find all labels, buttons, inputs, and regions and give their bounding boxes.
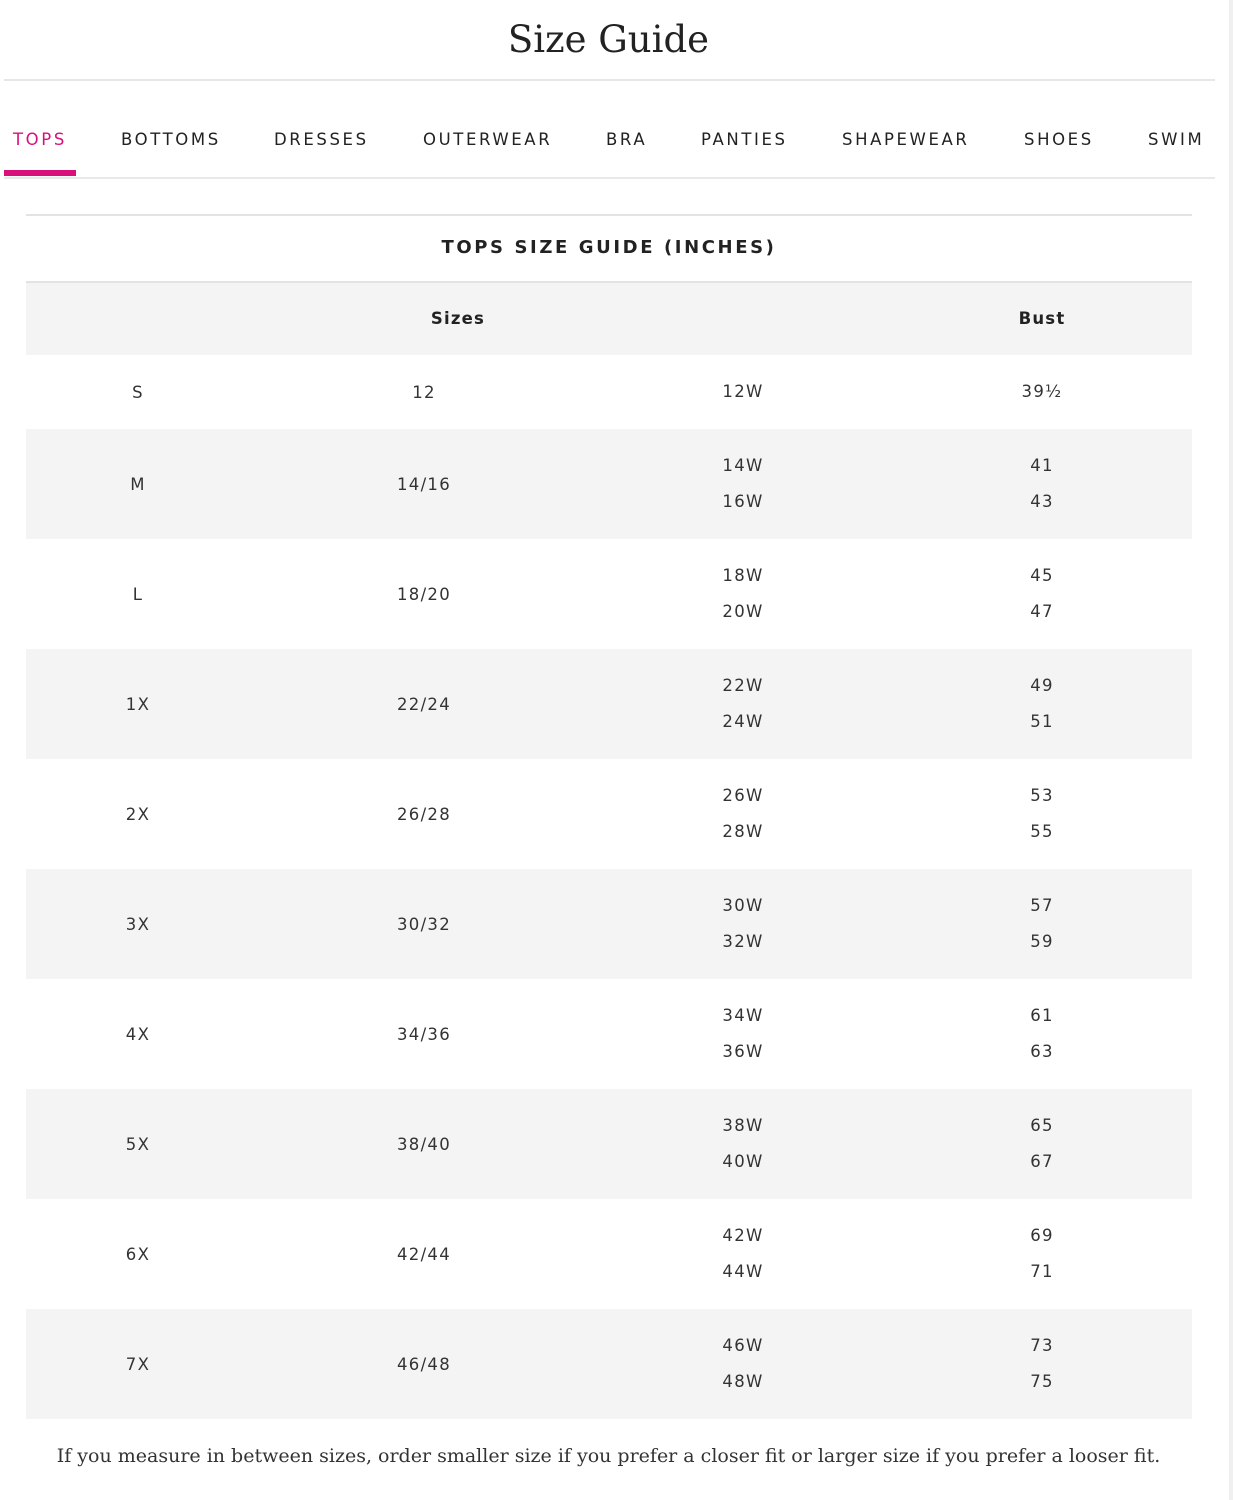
table-row xyxy=(26,355,1192,429)
cell-bust-value: 43 xyxy=(1030,492,1054,511)
cell-bust-value: 71 xyxy=(1030,1262,1054,1281)
table-row xyxy=(26,979,1192,1089)
tabs-divider xyxy=(4,177,1215,179)
table-row xyxy=(26,649,1192,759)
cell-women-size-value: 30W xyxy=(722,895,764,915)
table-row xyxy=(26,1309,1192,1419)
cell-women-size xyxy=(693,979,793,1089)
cell-bust xyxy=(992,1089,1092,1199)
cell-bust-value: 39½ xyxy=(1021,381,1063,401)
cell-women-size xyxy=(693,1309,793,1419)
cell-bust-value: 67 xyxy=(1030,1152,1054,1171)
cell-bust xyxy=(992,869,1092,979)
tab-swim[interactable]: SWIM xyxy=(1148,130,1205,149)
cell-women-size-value: 34W xyxy=(722,1005,764,1025)
guide-heading-top-rule xyxy=(26,214,1192,216)
cell-women-size-value: 32W xyxy=(722,932,764,951)
scrollbar-track[interactable] xyxy=(1229,0,1233,1500)
tab-shoes[interactable]: SHOES xyxy=(1024,130,1094,149)
cell-alpha-size: S xyxy=(132,382,144,402)
cell-women-size xyxy=(693,649,793,759)
cell-numeric-size: 46/48 xyxy=(396,1354,452,1374)
size-table xyxy=(26,283,1192,1419)
tab-panties[interactable]: PANTIES xyxy=(701,130,788,149)
table-body xyxy=(26,355,1192,1419)
cell-numeric-size: 12 xyxy=(412,382,436,402)
cell-women-size-value: 20W xyxy=(722,602,764,621)
category-tabs xyxy=(0,110,1220,170)
cell-bust-value: 61 xyxy=(1030,1005,1054,1025)
table-row xyxy=(26,1089,1192,1199)
cell-women-size-value: 16W xyxy=(722,492,764,511)
cell-bust xyxy=(992,429,1092,539)
tab-tops[interactable]: TOPS xyxy=(13,130,67,149)
cell-bust xyxy=(992,355,1092,429)
tab-outerwear[interactable]: OUTERWEAR xyxy=(423,130,553,149)
cell-women-size-value: 14W xyxy=(722,455,764,475)
cell-bust-value: 73 xyxy=(1030,1335,1054,1355)
cell-numeric-size: 38/40 xyxy=(396,1134,452,1154)
fit-footnote: If you measure in between sizes, order smaller size if you prefer a closer fit or larger size if you prefer a looser fit. xyxy=(56,1445,1161,1467)
active-tab-indicator xyxy=(4,170,76,176)
cell-bust-value: 59 xyxy=(1030,932,1054,951)
table-row xyxy=(26,759,1192,869)
cell-bust-value: 51 xyxy=(1030,712,1054,731)
header-sizes: Sizes xyxy=(430,309,486,328)
tab-bra[interactable]: BRA xyxy=(606,130,648,149)
cell-alpha-size: M xyxy=(130,474,146,494)
cell-bust xyxy=(992,979,1092,1089)
guide-heading: TOPS SIZE GUIDE (INCHES) xyxy=(441,237,777,258)
cell-bust-value: 57 xyxy=(1030,895,1054,915)
cell-bust-value: 47 xyxy=(1030,602,1054,621)
cell-women-size-value: 36W xyxy=(722,1042,764,1061)
cell-bust xyxy=(992,1199,1092,1309)
page-title: Size Guide xyxy=(507,18,710,61)
cell-women-size-value: 38W xyxy=(722,1115,764,1135)
cell-alpha-size: 5X xyxy=(125,1134,151,1154)
cell-alpha-size: 7X xyxy=(125,1354,151,1374)
cell-numeric-size: 14/16 xyxy=(396,474,452,494)
cell-women-size-value: 12W xyxy=(722,381,764,401)
cell-numeric-size: 42/44 xyxy=(396,1244,452,1264)
cell-bust xyxy=(992,649,1092,759)
cell-alpha-size: 3X xyxy=(125,914,151,934)
cell-women-size-value: 44W xyxy=(722,1262,764,1281)
cell-women-size-value: 28W xyxy=(722,822,764,841)
cell-numeric-size: 18/20 xyxy=(396,584,452,604)
table-row xyxy=(26,429,1192,539)
cell-bust-value: 41 xyxy=(1030,455,1054,475)
table-row xyxy=(26,539,1192,649)
cell-women-size-value: 18W xyxy=(722,565,764,585)
cell-alpha-size: 4X xyxy=(125,1024,151,1044)
cell-alpha-size: 1X xyxy=(125,694,151,714)
cell-women-size-value: 42W xyxy=(722,1225,764,1245)
cell-bust-value: 53 xyxy=(1030,785,1054,805)
cell-numeric-size: 34/36 xyxy=(396,1024,452,1044)
cell-women-size-value: 24W xyxy=(722,712,764,731)
cell-alpha-size: 6X xyxy=(125,1244,151,1264)
cell-women-size xyxy=(693,759,793,869)
tab-shapewear[interactable]: SHAPEWEAR xyxy=(842,130,970,149)
cell-women-size-value: 48W xyxy=(722,1372,764,1391)
cell-bust-value: 45 xyxy=(1030,565,1054,585)
header-bust: Bust xyxy=(1018,309,1066,328)
cell-bust-value: 69 xyxy=(1030,1225,1054,1245)
cell-numeric-size: 26/28 xyxy=(396,804,452,824)
cell-women-size xyxy=(693,1199,793,1309)
cell-women-size xyxy=(693,355,793,429)
cell-women-size-value: 22W xyxy=(722,675,764,695)
cell-bust-value: 65 xyxy=(1030,1115,1054,1135)
tab-dresses[interactable]: DRESSES xyxy=(274,130,369,149)
cell-women-size xyxy=(693,869,793,979)
table-row xyxy=(26,869,1192,979)
cell-alpha-size: 2X xyxy=(125,804,151,824)
table-header-row xyxy=(26,283,1192,355)
cell-numeric-size: 30/32 xyxy=(396,914,452,934)
cell-women-size xyxy=(693,539,793,649)
cell-bust xyxy=(992,759,1092,869)
cell-bust-value: 75 xyxy=(1030,1372,1054,1391)
cell-women-size-value: 26W xyxy=(722,785,764,805)
cell-bust-value: 49 xyxy=(1030,675,1054,695)
cell-women-size-value: 40W xyxy=(722,1152,764,1171)
cell-women-size xyxy=(693,429,793,539)
cell-bust xyxy=(992,539,1092,649)
cell-bust-value: 55 xyxy=(1030,822,1054,841)
tab-bottoms[interactable]: BOTTOMS xyxy=(121,130,221,149)
cell-women-size xyxy=(693,1089,793,1199)
cell-numeric-size: 22/24 xyxy=(396,694,452,714)
cell-bust-value: 63 xyxy=(1030,1042,1054,1061)
title-divider xyxy=(4,79,1215,81)
cell-women-size-value: 46W xyxy=(722,1335,764,1355)
cell-bust xyxy=(992,1309,1092,1419)
cell-alpha-size: L xyxy=(132,584,144,604)
table-row xyxy=(26,1199,1192,1309)
